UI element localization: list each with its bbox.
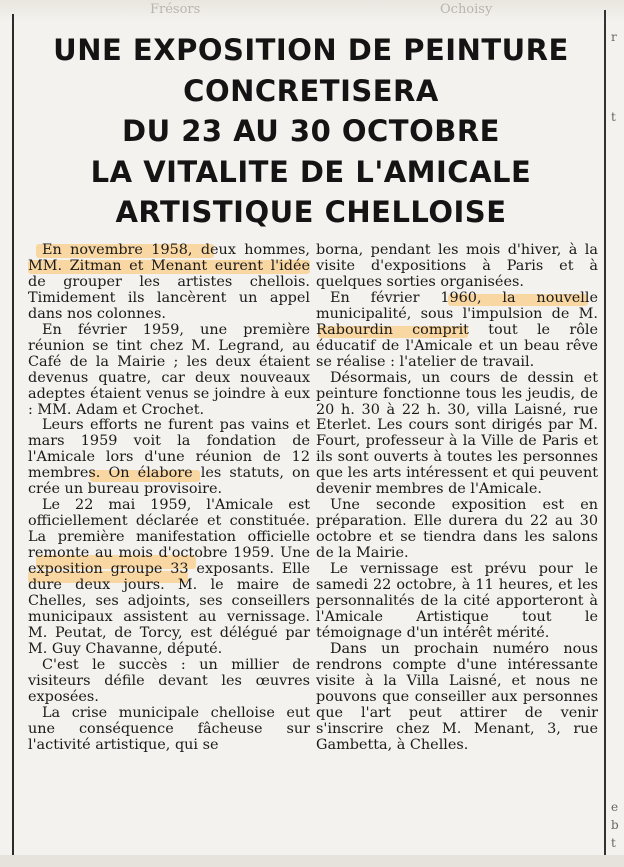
article-paragraph: Dans un prochain numéro nous rendrons compte d'une intéressante visite à la Villa Laisné, et nous ne pouvons que conseiller aux personnes que l'art peut attirer de venir s'inscrire chez M. Menant, 3, rue Gambetta, à Chelles. bbox=[316, 640, 598, 753]
article-paragraph: Désormais, un cours de dessin et peinture fonctionne tous les jeudis, de 20 h. 30 à 22 h. 30, villa Laisné, rue Eterlet. Les cours sont dirigés par M. Fourt, professeur à la Ville de Paris et ils sont ouverts à toutes les personnes que les arts intéressent et qui peuvent devenir membres de l'Amicale. bbox=[316, 369, 598, 498]
scan-bottom-edge bbox=[0, 855, 624, 867]
column-rule-left bbox=[12, 14, 14, 859]
scan-fragment: Ochoisy bbox=[440, 2, 493, 17]
margin-mark: t bbox=[611, 836, 616, 850]
article-paragraph: En février 1960, la nouvelle municipalité, sous l'impulsion de M. Rabourdin comprit tout le rôle éducatif de l'Amicale et un beau rêve se réalise : l'atelier de travail. bbox=[316, 289, 598, 370]
article-paragraph: La crise municipale chelloise eut une conséquence fâcheuse sur l'activité artistique, qui se bbox=[28, 704, 310, 753]
article-paragraph: Le vernissage est prévu pour le samedi 22 octobre, à 11 heures, et les personnalités de la cité apporteront à l'Amicale Artistique tout le témoignage d'un intérêt mérité. bbox=[316, 561, 598, 641]
article-column-left bbox=[28, 243, 310, 754]
article-paragraph: C'est le succès : un millier de visiteurs défile devant les œuvres exposées. bbox=[28, 656, 310, 705]
scan-fragment: Frésors bbox=[150, 2, 201, 17]
margin-mark: e bbox=[611, 800, 619, 814]
article-column-right bbox=[316, 243, 598, 754]
headline-line: LA VITALITE DE L'AMICALE bbox=[90, 154, 532, 189]
article-paragraph: Une seconde exposition est en préparation. Elle durera du 22 au 30 octobre et se tiendra dans les salons de la Mairie. bbox=[316, 497, 598, 562]
article-paragraph: Leurs efforts ne furent pas vains et mars 1959 voit la fondation de l'Amicale lors d'une réunion de 12 membres. On élabore les statuts, on crée un bureau provisoire. bbox=[28, 417, 310, 498]
headline-line: ARTISTIQUE CHELLOISE bbox=[115, 195, 507, 229]
article-paragraph: En novembre 1958, deux hommes, MM. Zitman et Menant eurent l'idée de grouper les artistes chellois. Timidement ils lancèrent un appel dans nos colonnes. bbox=[28, 242, 310, 322]
column-rule-right bbox=[604, 10, 606, 855]
headline-line: DU 23 AU 30 OCTOBRE bbox=[122, 114, 500, 148]
margin-mark: t bbox=[611, 110, 616, 124]
article-paragraph: Le 22 mai 1959, l'Amicale est officiellement déclarée et constituée. La première manifestation officielle remonte au mois d'octobre 1959. Une exposition groupe 33 exposants. Elle dure deux jours. M. le maire de Chelles, ses adjoints, ses conseillers municipaux assistent au vernissage. M. Peutat, de Torcy, est délégué par M. Guy Chavanne, député. bbox=[28, 497, 310, 657]
scan-top-edge bbox=[0, 0, 624, 22]
article-paragraph: borna, pendant les mois d'hiver, à la visite d'expositions à Paris et à quelques sorties organisées. bbox=[316, 242, 598, 290]
margin-mark: r bbox=[611, 30, 617, 44]
article-paragraph: En février 1959, une première réunion se tint chez M. Legrand, au Café de la Mairie ; les deux étaient devenus quatre, car deux nouveaux adeptes étaient venus se joindre à eux : MM. Adam et Crochet. bbox=[28, 321, 310, 418]
headline-line: CONCRETISERA bbox=[183, 73, 439, 108]
margin-mark: b bbox=[611, 818, 619, 832]
article-headline bbox=[18, 30, 604, 233]
headline-line: UNE EXPOSITION DE PEINTURE bbox=[53, 33, 569, 67]
